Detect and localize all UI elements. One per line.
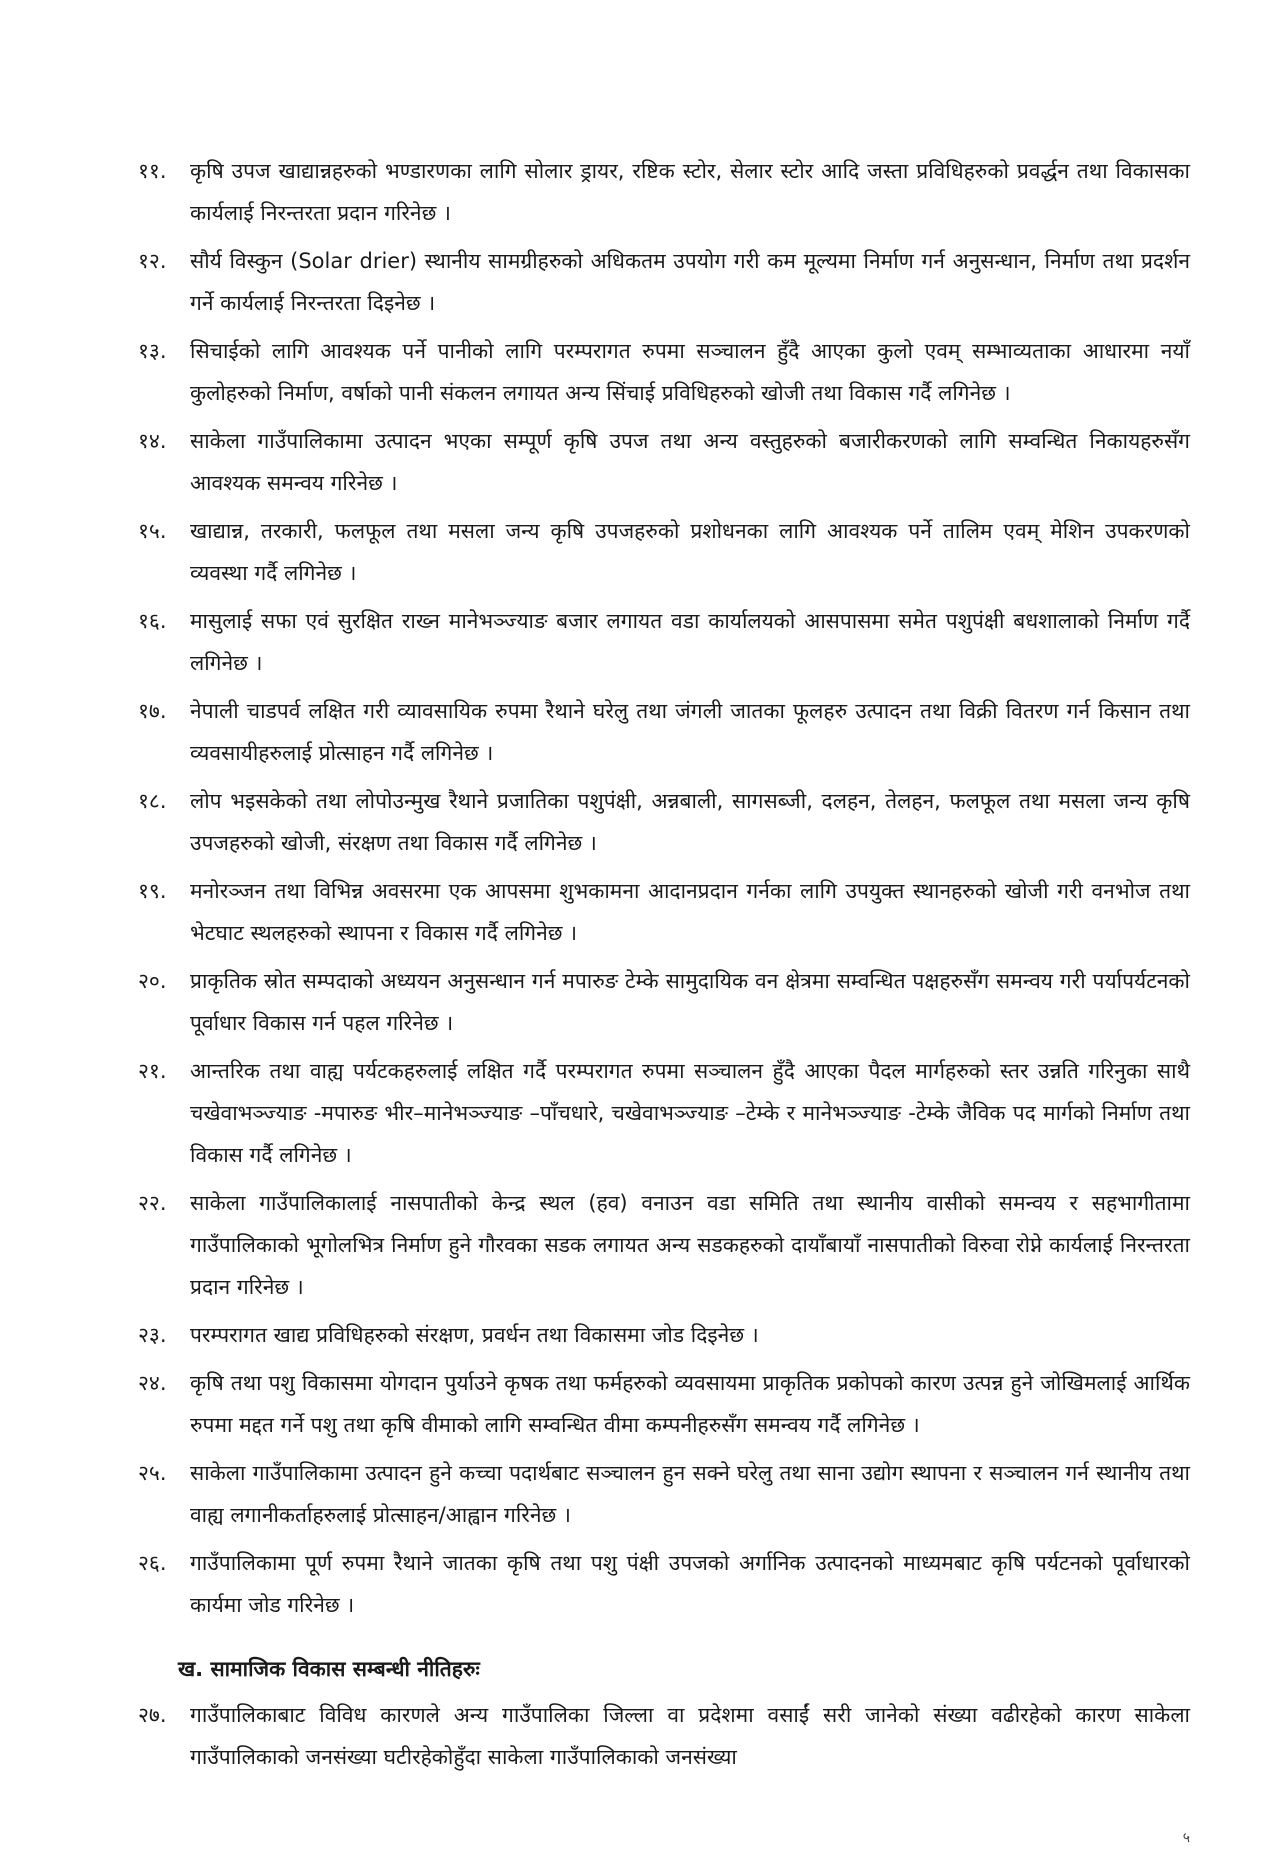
policy-item: [138, 1182, 1190, 1308]
item-number: २१.: [138, 1059, 167, 1083]
policy-item: [138, 1314, 1190, 1356]
item-number: २२.: [138, 1191, 167, 1215]
item-text: लोप भइसकेको तथा लोपोउन्मुख रैथाने प्रजातिका पशुपंक्षी, अन्नबाली, सागसब्जी, दलहन, तेलहन, फलफूल तथा मसला जन्य कृषि उपजहरुको खोजी, संरक्षण तथा विकास गर्दै लगिनेछ ।: [190, 789, 1190, 855]
item-text: कृषि तथा पशु विकासमा योगदान पुर्याउने कृषक तथा फर्महरुको व्यवसायमा प्राकृतिक प्रकोपको कारण उत्पन्न हुने जोखिमलाई आर्थिक रुपमा मद्दत गर्ने पशु तथा कृषि वीमाको लागि सम्वन्धित वीमा कम्पनीहरुसँग समन्वय गर्दै लगिनेछ ।: [190, 1371, 1190, 1437]
item-text: साकेला गाउँपालिकामा उत्पादन हुने कच्चा पदार्थबाट सञ्चालन हुन सक्ने घरेलु तथा साना उद्योग स्थापना र सञ्चालन गर्न स्थानीय तथा वाह्य लगानीकर्ताहरुलाई प्रोत्साहन/आह्वान गरिनेछ ।: [190, 1461, 1190, 1527]
item-text: साकेला गाउँपालिकालाई नासपातीको केन्द्र स्थल (हव) वनाउन वडा समिति तथा स्थानीय वासीको समन्वय र सहभागीतामा गाउँपालिकाको भूगोलभित्र निर्माण हुने गौरवका सडक लगायत अन्य सडकहरुको दायाँबायाँ नासपातीको विरुवा रोप्ने कार्यलाई निरन्तरता प्रदान गरिनेछ ।: [190, 1191, 1190, 1299]
policy-item: [138, 330, 1190, 414]
item-number: १३.: [138, 339, 167, 363]
policy-list: [138, 150, 1190, 1784]
policy-item: [138, 1542, 1190, 1626]
item-number: २३.: [138, 1323, 167, 1347]
item-text: गाउँपालिकामा पूर्ण रुपमा रैथाने जातका कृषि तथा पशु पंक्षी उपजको अर्गानिक उत्पादनको माध्यमबाट कृषि पर्यटनको पूर्वाधारको कार्यमा जोड गरिनेछ ।: [190, 1551, 1190, 1617]
item-text: सौर्य विस्कुन (Solar drier) स्थानीय सामग्रीहरुको अधिकतम उपयोग गरी कम मूल्यमा निर्माण गर्न अनुसन्धान, निर्माण तथा प्रदर्शन गर्ने कार्यलाई निरन्तरता दिइनेछ ।: [190, 249, 1190, 315]
item-number: २७.: [138, 1703, 167, 1727]
item-text: मासुलाई सफा एवं सुरक्षित राख्न मानेभञ्ज्याङ बजार लगायत वडा कार्यालयको आसपासमा समेत पशुपंक्षी बधशालाको निर्माण गर्दै लगिनेछ ।: [190, 609, 1190, 675]
item-number: १६.: [138, 609, 167, 633]
policy-item: [138, 420, 1190, 504]
item-text: परम्परागत खाद्य प्रविधिहरुको संरक्षण, प्रवर्धन तथा विकासमा जोड दिइनेछ ।: [190, 1323, 759, 1347]
item-text: नेपाली चाडपर्व लक्षित गरी व्यावसायिक रुपमा रैथाने घरेलु तथा जंगली जातका फूलहरु उत्पादन तथा विक्री वितरण गर्न किसान तथा व्यवसायीहरुलाई प्रोत्साहन गर्दै लगिनेछ ।: [190, 699, 1190, 765]
policy-item: [138, 1452, 1190, 1536]
policy-item: [138, 1694, 1190, 1778]
item-number: १९.: [138, 879, 167, 903]
item-number: १८.: [138, 789, 167, 813]
item-number: १२.: [138, 249, 167, 273]
page-number: ५: [1182, 1830, 1190, 1846]
policy-item: [138, 780, 1190, 864]
policy-item: [138, 1362, 1190, 1446]
section-heading: ख. सामाजिक विकास सम्बन्धी नीतिहरुः: [178, 1657, 480, 1681]
item-number: २५.: [138, 1461, 167, 1485]
item-number: २६.: [138, 1551, 167, 1575]
policy-item: [138, 240, 1190, 324]
policy-item: [138, 150, 1190, 234]
policy-item: [138, 690, 1190, 774]
item-number: २४.: [138, 1371, 167, 1395]
policy-item: [138, 600, 1190, 684]
item-number: १५.: [138, 519, 167, 543]
item-number: ११.: [138, 159, 167, 183]
item-number: २०.: [138, 969, 167, 993]
item-text: खाद्यान्न, तरकारी, फलफूल तथा मसला जन्य कृषि उपजहरुको प्रशोधनका लागि आवश्यक पर्ने तालिम एवम् मेशिन उपकरणको व्यवस्था गर्दै लगिनेछ ।: [190, 519, 1190, 585]
item-text: आन्तरिक तथा वाह्य पर्यटकहरुलाई लक्षित गर्दै परम्परागत रुपमा सञ्चालन हुँदै आएका पैदल मार्गहरुको स्तर उन्नति गरिनुका साथै चखेवाभञ्ज्याङ -मपारुङ भीर–मानेभञ्ज्याङ –पाँचधारे, चखेवाभञ्ज्याङ –टेम्के र मानेभञ्ज्याङ -टेम्के जैविक पद मार्गको निर्माण तथा विकास गर्दै लगिनेछ ।: [190, 1059, 1190, 1167]
item-text: कृषि उपज खाद्यान्नहरुको भण्डारणका लागि सोलार ड्रायर, रष्टिक स्टोर, सेलार स्टोर आदि जस्ता प्रविधिहरुको प्रवर्द्धन तथा विकासका कार्यलाई निरन्तरता प्रदान गरिनेछ ।: [190, 159, 1190, 225]
social-policy-list: [138, 1694, 1190, 1778]
item-text: मनोरञ्जन तथा विभिन्न अवसरमा एक आपसमा शुभकामना आदानप्रदान गर्नका लागि उपयुक्त स्थानहरुको खोजी गरी वनभोज तथा भेटघाट स्थलहरुको स्थापना र विकास गर्दै लगिनेछ ।: [190, 879, 1190, 945]
item-number: १७.: [138, 699, 167, 723]
item-text: साकेला गाउँपालिकामा उत्पादन भएका सम्पूर्ण कृषि उपज तथा अन्य वस्तुहरुको बजारीकरणको लागि सम्वन्धित निकायहरुसँग आवश्यक समन्वय गरिनेछ ।: [190, 429, 1190, 495]
policy-item: [138, 960, 1190, 1044]
item-text: गाउँपालिकाबाट विविध कारणले अन्य गाउँपालिका जिल्ला वा प्रदेशमा वसाईं सरी जानेको संख्या वढीरहेको कारण साकेला गाउँपालिकाको जनसंख्या घटीरहेकोहुँदा साकेला गाउँपालिकाको जनसंख्या: [190, 1703, 1190, 1769]
item-text: प्राकृतिक स्रोत सम्पदाको अध्ययन अनुसन्धान गर्न मपारुङ टेम्के सामुदायिक वन क्षेत्रमा सम्वन्धित पक्षहरुसँग समन्वय गरी पर्यापर्यटनको पूर्वाधार विकास गर्न पहल गरिनेछ ।: [190, 969, 1190, 1035]
policy-item: [138, 510, 1190, 594]
item-text: सिचाईको लागि आवश्यक पर्ने पानीको लागि परम्परागत रुपमा सञ्चालन हुँदै आएका कुलो एवम् सम्भाव्यताका आधारमा नयाँ कुलोहरुको निर्माण, वर्षाको पानी संकलन लगायत अन्य सिंचाई प्रविधिहरुको खोजी तथा विकास गर्दै लगिनेछ ।: [190, 339, 1190, 405]
policy-item: [138, 870, 1190, 954]
policy-item: [138, 1050, 1190, 1176]
item-number: १४.: [138, 429, 167, 453]
agriculture-policy-list: [138, 150, 1190, 1626]
